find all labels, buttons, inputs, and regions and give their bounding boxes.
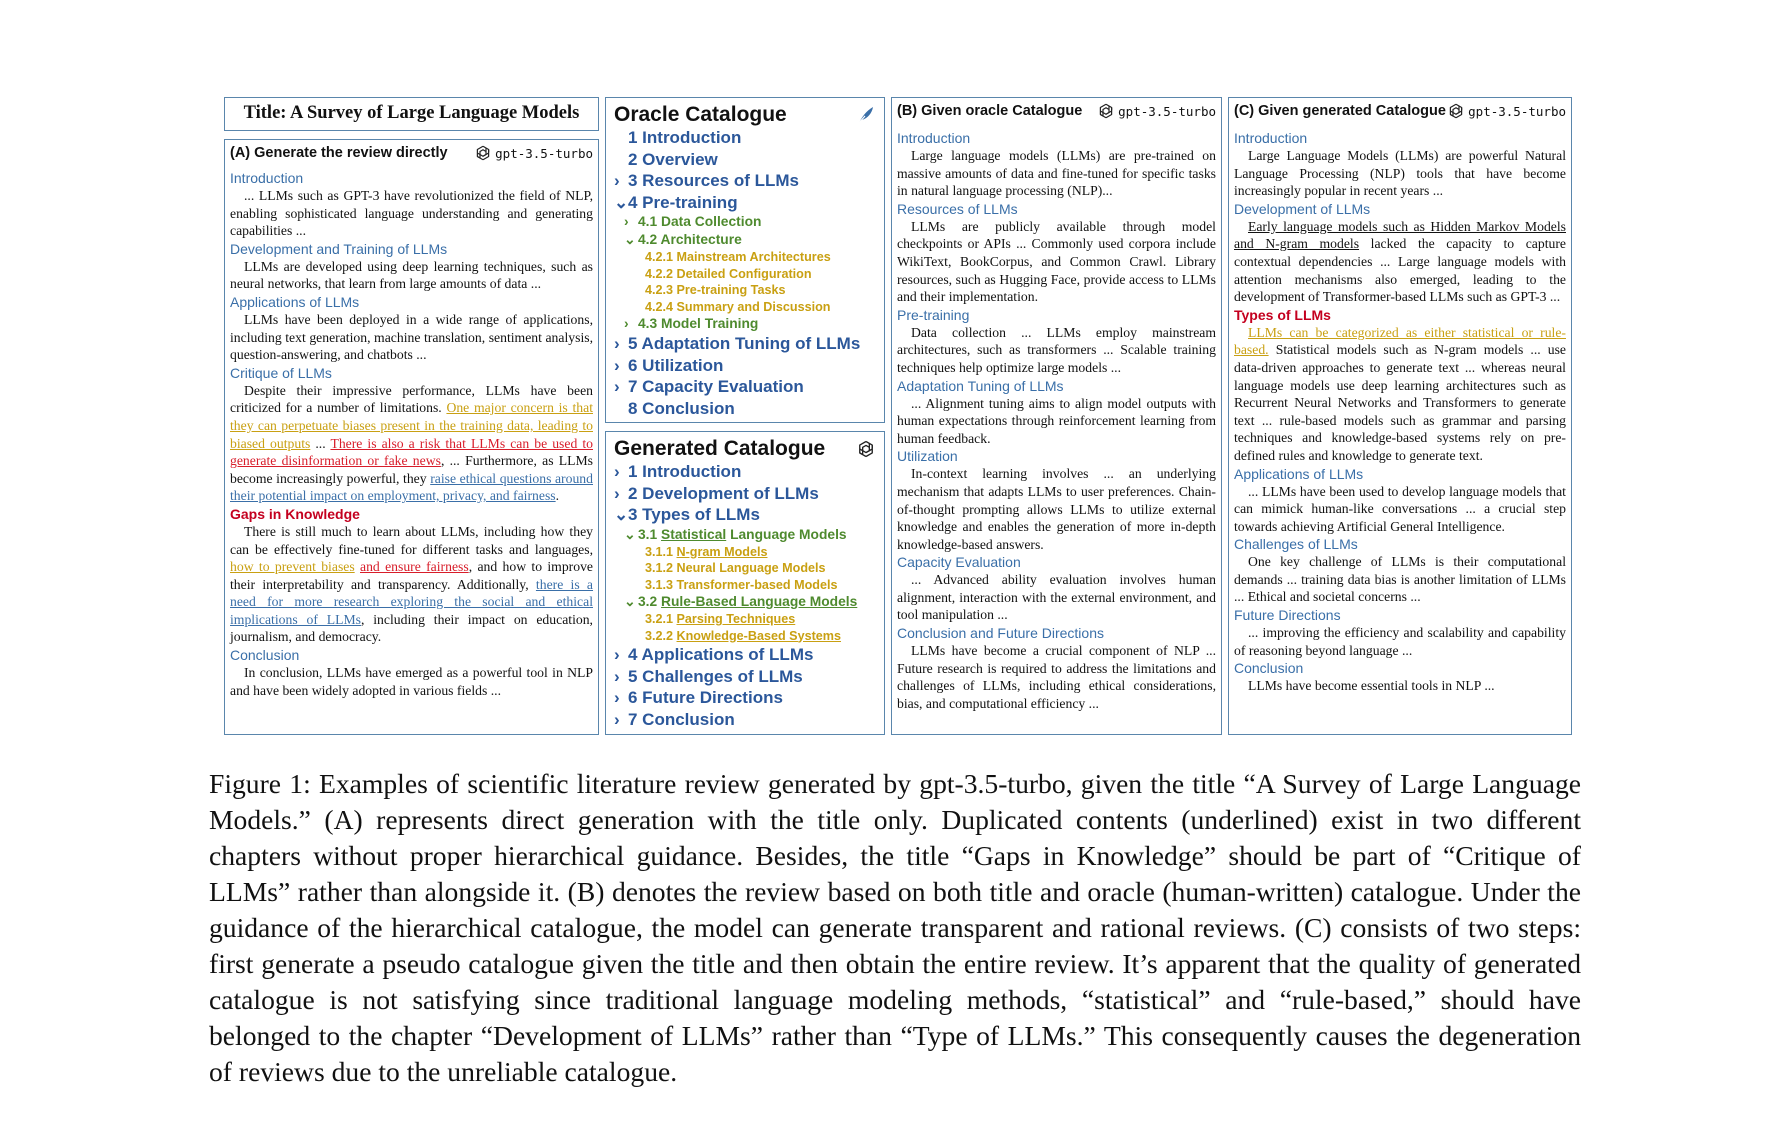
arrow-down-icon: ⌄ (624, 594, 636, 609)
duplicated-text-yellow: One major concern is that they can perpetuate biases present in the training data, leading to biased outputs (230, 400, 593, 451)
section-heading: Conclusion (1234, 660, 1304, 677)
section-heading-highlight: Gaps in Knowledge (230, 505, 360, 522)
catalogue-label: 3.1.1 (645, 544, 674, 559)
section-heading: Introduction (897, 130, 971, 146)
panel-a-header (230, 144, 593, 162)
catalogue-item (614, 315, 876, 333)
catalogue-label: 4.3 Model Training (638, 316, 759, 331)
section-paragraph (1234, 324, 1566, 465)
arrow-down-icon: ⌄ (614, 505, 629, 524)
section-heading: Introduction (1234, 130, 1308, 146)
arrow-right-icon: › (614, 334, 620, 353)
catalogue-label: 6 Utilization (628, 355, 724, 375)
catalogue-label: 3.2 (638, 594, 658, 609)
catalogue-item (614, 504, 876, 526)
duplicated-text-blue: raise ethical questions around their potential impact on employment, privacy, and fairness (230, 470, 593, 504)
catalogue-item: 8 Conclusion (628, 398, 735, 418)
catalogue-label: 4 Applications of LLMs (628, 645, 814, 664)
duplicated-text-red: There is also a risk that LLMs can be used to generate disinformation or fake news (230, 435, 593, 469)
panel-c-title: (C) Given generated Catalogue (1234, 103, 1446, 119)
text-span: There is still much to learn about LLMs, including how they can be effectively fine-tuned for different tasks and languages, (230, 523, 593, 557)
arrow-down-icon: ⌄ (614, 192, 629, 212)
duplicated-text-yellow: how to prevent biases (230, 559, 355, 575)
arrow-down-icon: ⌄ (624, 526, 636, 542)
arrow-right-icon: › (614, 355, 620, 375)
section-heading: Introduction (230, 170, 304, 186)
section-paragraph: LLMs are publicly available through model checkpoints or APIs ... Commonly used corpora include WikiText, BookCorpus, and Common Crawl. Library resources, such as Hugging Face, provide access to LLMs and their implementation. (897, 218, 1216, 305)
catalogue-label: N-gram Models (676, 544, 768, 559)
section-paragraph: ... improving the efficiency and scalability and capability of reasoning beyond language ... (1234, 625, 1566, 658)
arrow-right-icon: › (624, 316, 629, 331)
duplicated-text-yellow: LLMs can be categorized as either statistical or rule-based. (1234, 324, 1566, 358)
arrow-right-icon: › (614, 377, 620, 396)
arrow-right-icon: › (614, 462, 620, 481)
section-paragraph (230, 523, 593, 646)
openai-logo-icon (1447, 102, 1465, 120)
catalogue-item (614, 170, 876, 192)
catalogue-item (614, 483, 876, 505)
section-paragraph: LLMs have been deployed in a wide range of applications, including text generation, machine translation, sentiment analysis, question-answering, and chatbots ... (230, 311, 593, 363)
text-span: lacked the capacity to capture contextual dependencies ... Large language models with attention mechanisms also emerged, leading to the development of Transformer-based LLMs such as GPT-3 ... (1234, 236, 1567, 305)
section-paragraph: LLMs are developed using deep learning techniques, such as neural networks, that learn from large amounts of data ... (230, 258, 593, 292)
panel-c-header (1234, 102, 1566, 120)
text-span: , ... Furthermore, as LLMs become increasingly powerful, they (230, 453, 593, 486)
section-heading: Conclusion and Future Directions (897, 625, 1104, 642)
section-paragraph: Data collection ... LLMs employ mainstream architectures, such as transformers ... Scalable training techniques help optimize large models ... (897, 324, 1216, 375)
openai-logo-icon (856, 439, 876, 459)
section-heading: Utilization (897, 448, 958, 465)
catalogue-label: Rule-Based Language Models (661, 594, 858, 609)
section-heading: Adaptation Tuning of LLMs (897, 377, 1064, 394)
arrow-right-icon: › (614, 688, 620, 707)
catalogue-item (614, 666, 876, 688)
catalogue-item (614, 376, 876, 398)
catalogue-label: Knowledge-Based Systems (676, 628, 841, 643)
catalogue-item: 2 Overview (628, 149, 718, 169)
section-heading: Challenges of LLMs (1234, 536, 1358, 553)
oracle-catalogue-panel (605, 97, 885, 423)
section-heading: Critique of LLMs (230, 364, 332, 381)
figure-caption: Figure 1: Examples of scientific literature review generated by gpt-3.5-turbo, given the title “A Survey of Large Language Models.” (A) represents direct generation with the title only. Duplicated contents (underlined) exist in two different chapters without proper hierarchical guidance. Besides, the title “Gaps in Knowledge” should be part of “Critique of LLMs” rather than alongside it. (B) denotes the review based on both title and oracle (human-written) catalogue. Under the guidance of the hierarchical catalogue, the model can generate transparent and rational reviews. (C) consists of two steps: first generate a pseudo catalogue given the title and then obtain the entire review. It’s apparent that the quality of generated catalogue is not satisfying since traditional language modeling methods, “statistical” and “rule-based,” should have belonged to the chapter “Development of LLMs” rather than “Type of LLMs.” This consequently causes the degeneration of reviews due to the unreliable catalogue. (209, 768, 1581, 1087)
openai-logo-icon (1097, 102, 1115, 120)
model-name: gpt-3.5-turbo (495, 145, 593, 161)
section-heading: Development of LLMs (1234, 200, 1371, 217)
catalogue-item (614, 333, 876, 355)
model-badge (1097, 102, 1216, 120)
catalogue-label: 4.1 Data Collection (638, 214, 762, 229)
catalogue-item (614, 192, 876, 214)
catalogue-item (614, 544, 876, 561)
arrow-right-icon: › (614, 171, 620, 190)
catalogue-label: 4.2 Architecture (638, 232, 742, 247)
panel-a (224, 139, 599, 735)
model-name: gpt-3.5-turbo (1118, 103, 1216, 119)
text-span: ... (315, 435, 326, 451)
catalogue-label: 5 Challenges of LLMs (628, 666, 803, 686)
section-heading: Applications of LLMs (230, 293, 360, 310)
catalogue-item (614, 355, 876, 377)
catalogue-label: 3.2.1 (645, 612, 674, 626)
catalogue-label: 3 Types of LLMs (628, 505, 760, 524)
feather-pen-icon (856, 105, 876, 125)
section-heading: Development and Training of LLMs (230, 240, 448, 257)
section-paragraph: LLMs have become essential tools in NLP ... (1248, 678, 1495, 694)
catalogue-item (614, 526, 876, 544)
catalogue-label: 3 Resources of LLMs (628, 171, 799, 190)
generated-catalogue-title: Generated Catalogue (614, 437, 826, 460)
text-span: Statistical models such as N-gram models ... use data-driven approaches to generate text ... whereas neural language models use deep learning architectures such as Recurrent Neural Networks and Transformers to generate text ... rule-based models such as grammar and parsing techniques and knowledge-based systems rely on pre-defined rules and knowledge to generate text. (1234, 342, 1567, 463)
catalogue-item: 1 Introduction (628, 128, 742, 147)
section-paragraph: Large Language Models (LLMs) are powerful Natural Language Processing (NLP) tools that have become increasingly popular in recent years ... (1234, 148, 1566, 199)
panel-b-title: (B) Given oracle Catalogue (897, 103, 1083, 119)
catalogue-label: 4 Pre-training (628, 192, 738, 212)
underlined-text: Early language models such as Hidden Markov Models and N-gram models (1234, 218, 1566, 252)
catalogue-label: Language Models (730, 526, 847, 542)
catalogue-item (614, 213, 876, 231)
text-span: , and how to improve their interpretability and transparency. Additionally, (230, 559, 593, 592)
section-paragraph (1234, 218, 1566, 306)
section-paragraph: In conclusion, LLMs have emerged as a powerful tool in NLP and have been widely adopted in various fields ... (230, 665, 593, 698)
catalogue-label: 6 Future Directions (628, 688, 783, 707)
section-heading: Applications of LLMs (1234, 465, 1364, 482)
duplicated-text-red: and ensure fairness (360, 559, 469, 575)
catalogue-item (614, 644, 876, 666)
panel-a-title: (A) Generate the review directly (230, 145, 448, 161)
section-paragraph: ... LLMs such as GPT-3 have revolutionized the field of NLP, enabling sophisticated language understanding and generating capabilities ... (230, 188, 593, 239)
catalogue-item: 4.2.3 Pre-training Tasks (645, 283, 786, 297)
section-heading: Capacity Evaluation (897, 554, 1021, 571)
arrow-right-icon: › (614, 666, 620, 686)
section-heading: Resources of LLMs (897, 200, 1018, 217)
catalogue-label: 7 Conclusion (628, 709, 735, 729)
catalogue-label: 3.2.2 (645, 628, 674, 643)
section-paragraph: ... Alignment tuning aims to align model outputs with human expectations through reinforcement learning from human feedback. (897, 395, 1216, 446)
duplicated-text-blue: there is a need for more research exploring the social and ethical implications of LLMs (230, 576, 594, 627)
text-span: Despite their impressive performance, LLMs have been criticized for a number of limitations. (230, 382, 593, 416)
catalogue-item: 3.1.3 Transformer-based Models (645, 577, 838, 592)
openai-logo-icon (474, 144, 492, 162)
section-heading: Future Directions (1234, 607, 1341, 624)
section-paragraph: ... LLMs have been used to develop language models that can mimick human-like conversations ... a crucial step towards achieving Artificial General Intelligence. (1234, 483, 1566, 534)
section-paragraph: LLMs have become a crucial component of NLP ... Future research is required to address the limitations and challenges of LLMs, including ethical considerations, bias, and computational efficiency ... (897, 643, 1216, 711)
catalogue-item: 4.2.1 Mainstream Architectures (645, 250, 831, 264)
panel-b (891, 97, 1222, 735)
section-paragraph: Large language models (LLMs) are pre-trained on massive amounts of data and fine-tuned for specific tasks in natural language processing (NLP)... (897, 148, 1216, 199)
arrow-right-icon: › (614, 645, 620, 664)
section-paragraph (230, 382, 593, 505)
text-span: , including their impact on education, journalism, and democracy. (230, 611, 593, 645)
catalogue-item (614, 611, 876, 628)
catalogue-item (614, 231, 876, 249)
catalogue-label: 5 Adaptation Tuning of LLMs (628, 334, 861, 353)
model-badge (1447, 102, 1566, 120)
catalogue-label: 2 Development of LLMs (628, 483, 819, 503)
generated-catalogue-panel (605, 431, 885, 735)
catalogue-item: 4.2.2 Detailed Configuration (645, 266, 812, 281)
panel-c (1228, 97, 1572, 735)
arrow-right-icon: › (624, 214, 629, 229)
catalogue-item: 3.1.2 Neural Language Models (645, 561, 826, 575)
catalogue-item (614, 461, 876, 483)
section-paragraph: One key challenge of LLMs is their computational demands ... training data bias is another limitation of LLMs ... Ethical and societal concerns ... (1234, 554, 1566, 605)
catalogue-item (614, 709, 876, 731)
catalogue-label: 3.1 (638, 526, 658, 542)
catalogue-item (614, 687, 876, 709)
arrow-right-icon: › (614, 483, 620, 503)
catalogue-label: 1 Introduction (628, 462, 742, 481)
panel-b-header (897, 102, 1216, 120)
text-span: . (555, 488, 560, 504)
model-badge (474, 144, 593, 162)
arrow-down-icon: ⌄ (624, 232, 636, 247)
section-heading: Conclusion (230, 647, 300, 664)
catalogue-label: 7 Capacity Evaluation (628, 377, 804, 396)
section-paragraph: In-context learning involves ... an underlying mechanism that adapts LLMs to user preferences. Chain-of-thought prompting allows LLMs to utilize external knowledge and enables the generation of more in-depth knowledge-based answers. (897, 466, 1216, 552)
catalogue-label: Statistical (661, 526, 727, 542)
section-paragraph: ... Advanced ability evaluation involves human alignment, interaction with the external environment, and tool manipulation ... (897, 572, 1216, 623)
model-name: gpt-3.5-turbo (1468, 103, 1566, 119)
catalogue-label: Parsing Techniques (676, 612, 796, 626)
catalogue-item: 4.2.4 Summary and Discussion (645, 299, 831, 314)
section-heading-highlight: Types of LLMs (1234, 306, 1331, 323)
oracle-catalogue-title: Oracle Catalogue (614, 103, 787, 126)
paper-title: Title: A Survey of Large Language Models (243, 103, 580, 123)
section-heading: Pre-training (897, 306, 970, 323)
arrow-right-icon: › (614, 709, 620, 729)
catalogue-item (614, 628, 876, 645)
catalogue-item (614, 593, 876, 611)
title-box (224, 97, 599, 131)
